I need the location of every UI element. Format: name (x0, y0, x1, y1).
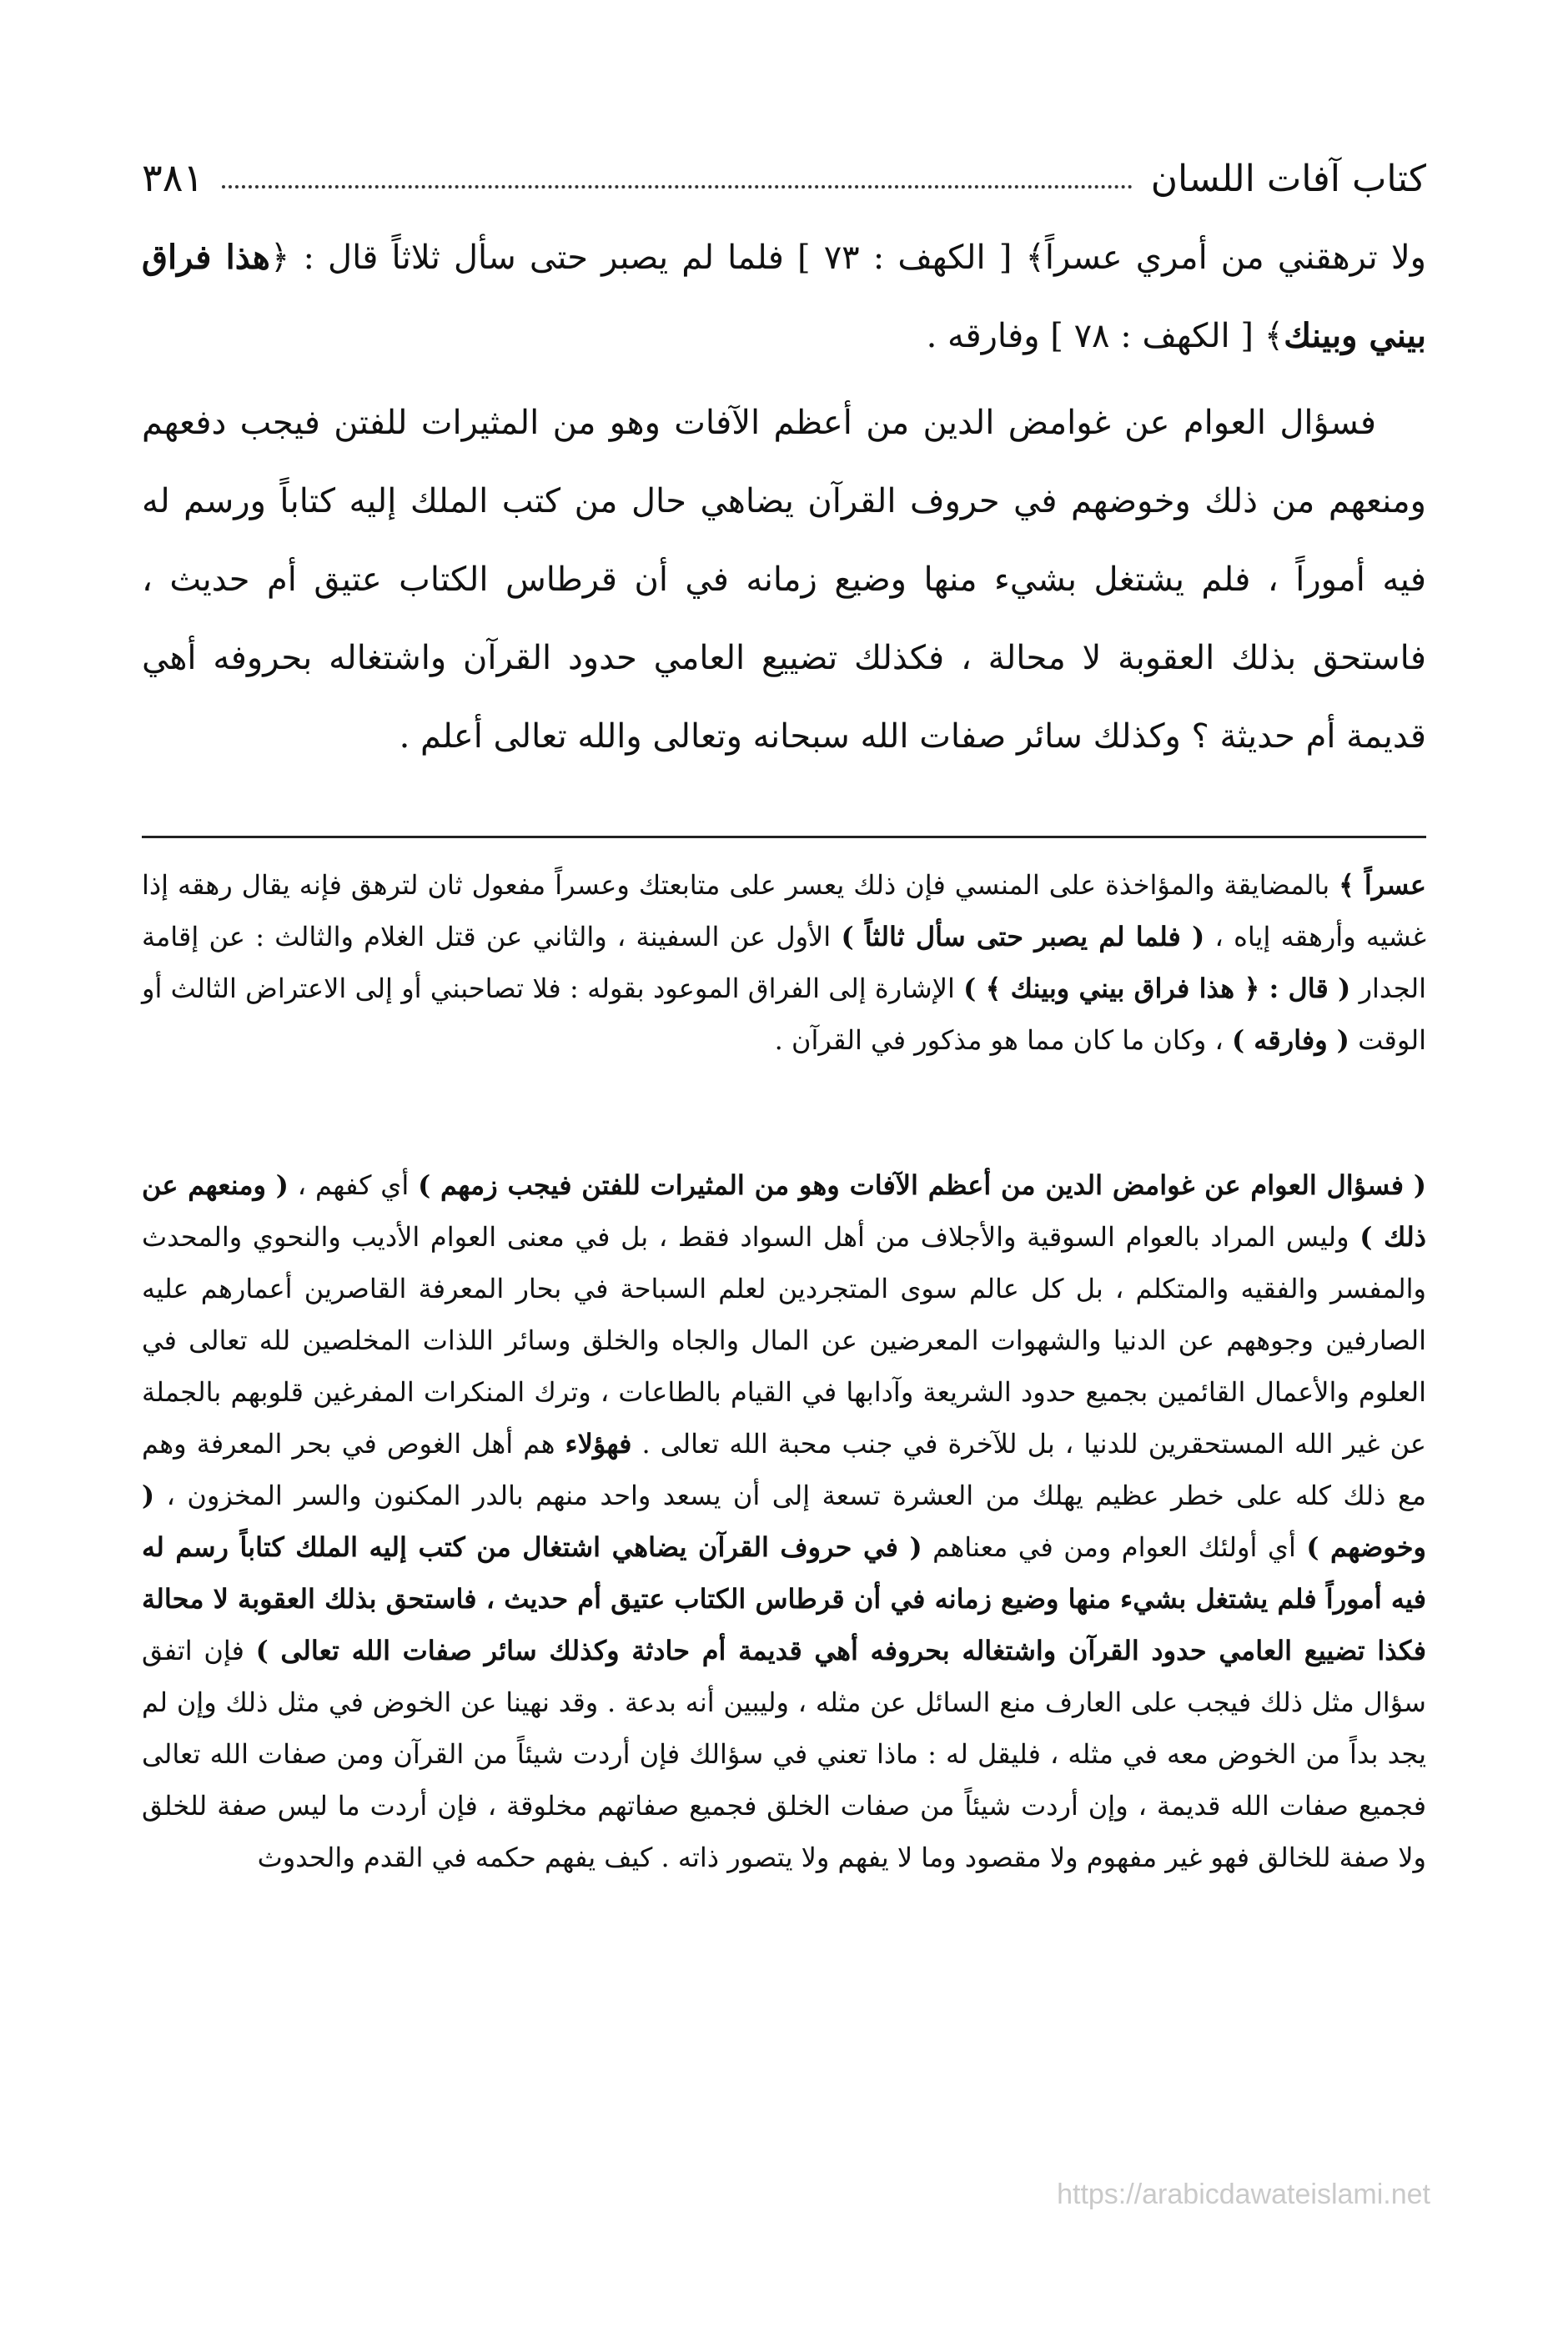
main-paragraph-2: فسؤال العوام عن غوامض الدين من أعظم الآفات وهو من المثيرات للفتن فيجب دفعهم ومنعهم من ذلك وخوضهم في حروف القرآن يضاهي حال من كتب الملك إليه كتاباً ورسم له فيه أموراً ، فلم يشتغل بشيء منها وضيع زمانه في أن قرطاس الكتاب عتيق أم حديث ، فاستحق بذلك العقوبة لا محالة ، فكذلك تضييع العامي حدود القرآن واشتغاله بحروفه أهي قديمة أم حديثة ؟ وكذلك سائر صفات الله سبحانه وتعالى والله تعالى أعلم . (142, 404, 1426, 756)
commentary-text: هم أهل الغوص في بحر المعرفة وهم مع ذلك كله على خطر عظيم يهلك من العشرة تسعة إلى أن يسعد واحد منهم بالدر المكنون والسر المخزون ، (142, 1428, 1426, 1511)
commentary-paragraph-2 (142, 1159, 1426, 1883)
footnote-divider (142, 836, 1426, 838)
quran-quote-2: هذا فراق بيني وبينك (142, 238, 1426, 355)
main-paragraph-1 (142, 219, 1426, 375)
commentary-lemma: ( في حروف القرآن يضاهي اشتغال من كتب إليه الملك كتاباً رسم له فيه أموراً فلم يشتغل بشيء منها وضيع زمانه في أن قرطاس الكتاب عتيق أم حديث ، فاستحق بذلك العقوبة لا محالة فكذا تضييع العامي حدود القرآن واشتغاله بحروفه أهي قديمة أم حادثة وكذلك سائر صفات الله تعالى ) (142, 1531, 1427, 1666)
commentary-lemma: ( ومنعهم عن ذلك ) (142, 1169, 1427, 1253)
commentary-lemma: ( وفارقه ) (1231, 1024, 1349, 1056)
commentary-text: فإن اتفق سؤال مثل ذلك فيجب على العارف منع السائل عن مثله ، وليبين أنه بدعة . وقد نهينا عن الخوض في مثل ذلك وإن لم يجد بداً من الخوض معه في مثله ، فليقل له : ماذا تعني في سؤالك فإن أردت شيئاً من القرآن ومن صفات الله تعالى فجميع صفات الله قديمة ، وإن أردت شيئاً من صفات الخلق فجميع صفاتهم مخلوقة ، فإن أردت ما ليس صفة للخلق ولا صفة للخالق فهو غير مفهوم ولا مقصود وما لا يفهم ولا يتصور ذاته . كيف يفهم حكمه في القدم والحدوث (142, 1635, 1426, 1873)
commentary-text: الأول عن السفينة ، والثاني عن قتل الغلام والثالث : عن إقامة الجدار (142, 921, 1427, 1004)
running-header (142, 125, 1426, 200)
quran-citation-2: ﴾ [ الكهف : ٧٨ ] وفارقه . (926, 317, 1284, 355)
commentary-lemma: فهؤلاء (565, 1428, 632, 1460)
page-number: ٣٨١ (142, 155, 204, 200)
commentary-text: الإشارة إلى الفراق الموعود بقوله : فلا تصاحبني أو إلى الاعتراض الثالث أو الوقت (142, 973, 1426, 1056)
header-dot-leader (222, 185, 1133, 188)
watermark-url: https://arabicdawateislami.net (1057, 2179, 1430, 2210)
commentary-lemma: عسراً ﴾ (1339, 869, 1427, 901)
commentary-text: وليس المراد بالعوام السوقية والأجلاف من أهل السواد فقط ، بل في معنى العوام الأديب والنحوي والمحدث والمفسر والفقيه والمتكلم ، بل كل عالم سوى المتجردين لعلم السباحة في بحار المعرفة القاصرين أعمارهم عليه الصارفين وجوههم عن الدنيا والشهوات المعرضين عن المال والجاه والخلق وسائر اللذات المخلصين لله تعالى في العلوم والأعمال القائمين بجميع حدود الشريعة وآدابها في القيام بالطاعات ، وترك المنكرات المفرغين قلوبهم بالجملة عن غير الله المستحقرين للدنيا ، بل للآخرة في جنب محبة الله تعالى . (142, 1221, 1427, 1460)
commentary-lemma: ( قال : ﴿ هذا فراق بيني وبينك ﴾ ) (963, 973, 1351, 1004)
commentary-lemma: ( وخوضهم ) (142, 1480, 1427, 1563)
quran-quote-1: ولا ترهقني من أمري عسراً (1044, 239, 1426, 277)
commentary-paragraph-1 (142, 859, 1426, 1066)
book-title: كتاب آفات اللسان (1150, 158, 1426, 200)
commentary-text: أي كفهم ، (288, 1169, 419, 1201)
commentary-block-1 (142, 859, 1426, 1066)
commentary-lemma: ( فلما لم يصبر حتى سأل ثالثاً ) (841, 921, 1205, 952)
commentary-text: ، وكان ما كان مما هو مذكور في القرآن . (774, 1024, 1232, 1056)
commentary-text: بالمضايقة والمؤاخذة على المنسي فإن ذلك يعسر على متابعتك وعسراً مفعول ثان لترهق فإنه يقال رهقه إذا غشيه وأرهقه إياه ، (142, 869, 1427, 952)
commentary-block-2 (142, 1159, 1426, 1883)
quran-citation-1: ﴾ [ الكهف : ٧٣ ] فلما لم يصبر حتى سأل ثلاثاً قال : ﴿ (269, 239, 1045, 277)
main-text (142, 219, 1426, 776)
commentary-lemma: ( فسؤال العوام عن غوامض الدين من أعظم الآفات وهو من المثيرات للفتن فيجب زمهم ) (418, 1169, 1427, 1201)
commentary-text: أي أولئك العوام ومن في معناهم (922, 1531, 1307, 1563)
